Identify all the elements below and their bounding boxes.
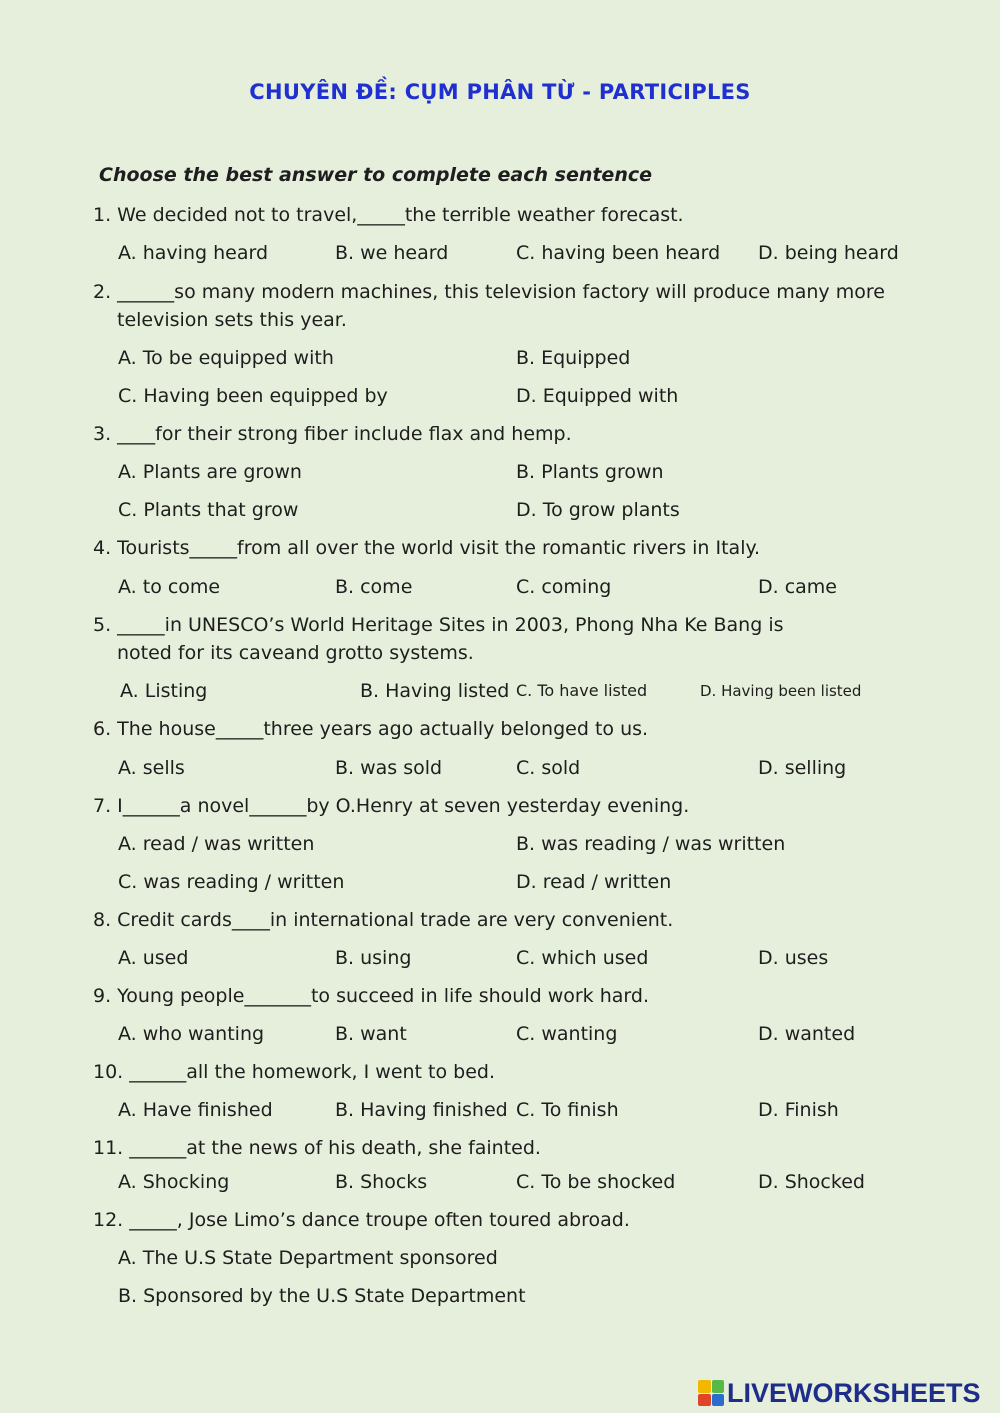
q9-option-a[interactable]: A. who wanting bbox=[118, 1023, 265, 1045]
q8-option-d[interactable]: D. uses bbox=[758, 947, 829, 969]
question-2: 2. ______so many modern machines, this television factory will produce many more bbox=[93, 281, 885, 303]
q3-option-a[interactable]: A. Plants are grown bbox=[118, 461, 302, 483]
liveworksheets-logo-icon bbox=[698, 1380, 724, 1406]
q7-option-a[interactable]: A. read / was written bbox=[118, 833, 315, 855]
q1-option-d[interactable]: D. being heard bbox=[758, 242, 899, 264]
q6-option-b[interactable]: B. was sold bbox=[335, 757, 443, 779]
q4-option-b[interactable]: B. come bbox=[335, 576, 413, 598]
q4-option-c[interactable]: C. coming bbox=[516, 576, 612, 598]
instruction bbox=[93, 164, 652, 186]
q10-option-a[interactable]: A. Have finished bbox=[118, 1099, 273, 1121]
q4-option-a[interactable]: A. to come bbox=[118, 576, 221, 598]
q5-option-b[interactable]: B. Having listed bbox=[360, 680, 510, 702]
q8-option-c[interactable]: C. which used bbox=[516, 947, 649, 969]
q11-option-b[interactable]: B. Shocks bbox=[335, 1171, 428, 1193]
question-3: 3. ____for their strong fiber include flax and hemp. bbox=[93, 423, 572, 445]
q2-option-b[interactable]: B. Equipped bbox=[516, 347, 631, 369]
q10-option-b[interactable]: B. Having finished bbox=[335, 1099, 508, 1121]
q10-option-d[interactable]: D. Finish bbox=[758, 1099, 839, 1121]
q1-option-c[interactable]: C. having been heard bbox=[516, 242, 721, 264]
q5-option-a[interactable]: A. Listing bbox=[120, 680, 208, 702]
question-8: 8. Credit cards____in international trade are very convenient. bbox=[93, 909, 674, 931]
q9-option-d[interactable]: D. wanted bbox=[758, 1023, 856, 1045]
q10-option-c[interactable]: C. To finish bbox=[516, 1099, 619, 1121]
instruction-text: Choose the best answer to complete each sentence bbox=[99, 164, 652, 186]
page-title: CHUYÊN ĐỀ: CỤM PHÂN TỪ - PARTICIPLES bbox=[249, 80, 751, 104]
question-5-line-2: noted for its caveand grotto systems. bbox=[117, 642, 474, 664]
liveworksheets-logo[interactable] bbox=[698, 1376, 981, 1410]
q8-option-a[interactable]: A. used bbox=[118, 947, 189, 969]
question-7: 7. I______a novel______by O.Henry at seven yesterday evening. bbox=[93, 795, 690, 817]
question-5: 5. _____in UNESCO’s World Heritage Sites in 2003, Phong Nha Ke Bang is bbox=[93, 614, 784, 636]
q7-option-d[interactable]: D. read / written bbox=[516, 871, 672, 893]
q6-option-d[interactable]: D. selling bbox=[758, 757, 847, 779]
q1-option-b[interactable]: B. we heard bbox=[335, 242, 449, 264]
question-12: 12. _____, Jose Limo’s dance troupe often toured abroad. bbox=[93, 1209, 630, 1231]
q2-option-d[interactable]: D. Equipped with bbox=[516, 385, 679, 407]
q11-option-c[interactable]: C. To be shocked bbox=[516, 1171, 676, 1193]
q11-option-d[interactable]: D. Shocked bbox=[758, 1171, 865, 1193]
q6-option-c[interactable]: C. sold bbox=[516, 757, 581, 779]
question-1: 1. We decided not to travel,_____the terrible weather forecast. bbox=[93, 204, 684, 226]
q1-option-a[interactable]: A. having heard bbox=[118, 242, 269, 264]
q6-option-a[interactable]: A. sells bbox=[118, 757, 185, 779]
question-6: 6. The house_____three years ago actually belonged to us. bbox=[93, 718, 649, 740]
question-2-line-2: television sets this year. bbox=[117, 309, 347, 331]
liveworksheets-logo-text: LIVEWORKSHEETS bbox=[727, 1377, 981, 1408]
q3-option-b[interactable]: B. Plants grown bbox=[516, 461, 664, 483]
question-10: 10. ______all the homework, I went to bed. bbox=[93, 1061, 496, 1083]
q12-option-b[interactable]: B. Sponsored by the U.S State Department bbox=[118, 1285, 526, 1307]
q9-option-b[interactable]: B. want bbox=[335, 1023, 407, 1045]
q7-option-b[interactable]: B. was reading / was written bbox=[516, 833, 786, 855]
question-11: 11. ______at the news of his death, she fainted. bbox=[93, 1137, 541, 1159]
q2-option-c[interactable]: C. Having been equipped by bbox=[118, 385, 388, 407]
q11-option-a[interactable]: A. Shocking bbox=[118, 1171, 230, 1193]
q8-option-b[interactable]: B. using bbox=[335, 947, 412, 969]
question-9: 9. Young people_______to succeed in life should work hard. bbox=[93, 985, 649, 1007]
q5-option-d[interactable]: D. Having been listed bbox=[700, 682, 862, 700]
q3-option-d[interactable]: D. To grow plants bbox=[516, 499, 680, 521]
q7-option-c[interactable]: C. was reading / written bbox=[118, 871, 345, 893]
q4-option-d[interactable]: D. came bbox=[758, 576, 837, 598]
question-4: 4. Tourists_____from all over the world visit the romantic rivers in Italy. bbox=[93, 537, 761, 559]
q2-option-a[interactable]: A. To be equipped with bbox=[118, 347, 334, 369]
q3-option-c[interactable]: C. Plants that grow bbox=[118, 499, 299, 521]
q5-option-c[interactable]: C. To have listed bbox=[516, 681, 648, 700]
q9-option-c[interactable]: C. wanting bbox=[516, 1023, 618, 1045]
q12-option-a[interactable]: A. The U.S State Department sponsored bbox=[118, 1247, 498, 1269]
